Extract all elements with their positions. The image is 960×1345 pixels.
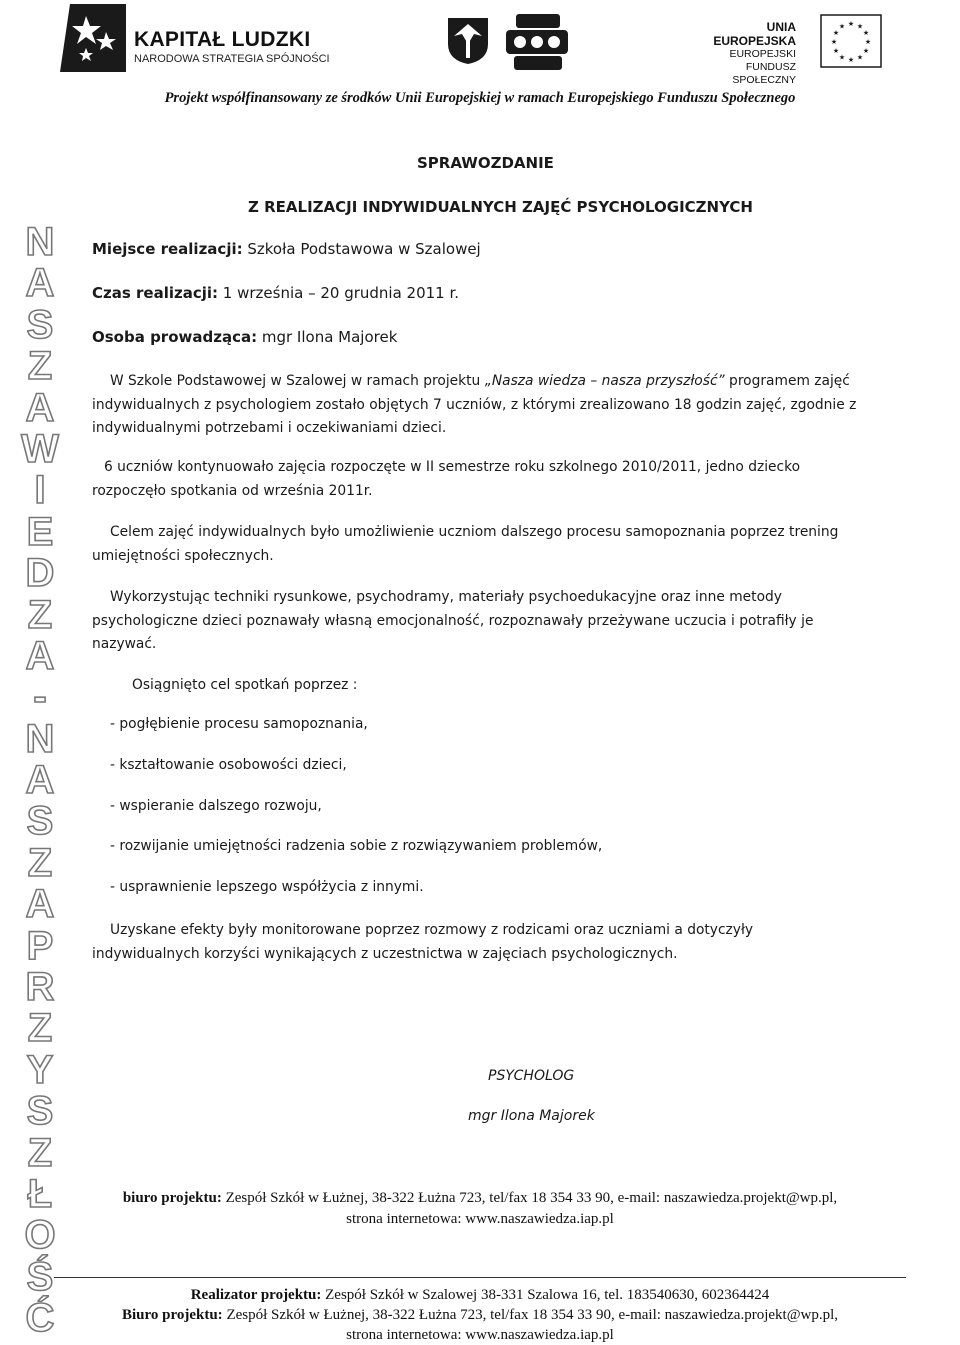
paragraph-results-intro: Osiągnięto cel spotkań poprzez : <box>132 677 358 693</box>
vertical-letter: Z <box>27 1006 53 1051</box>
svg-text:★: ★ <box>847 20 855 28</box>
svg-text:★: ★ <box>856 22 864 31</box>
vertical-letter: N <box>25 220 55 264</box>
report-subtitle: Z REALIZACJI INDYWIDUALNYCH ZAJĘĆ PSYCHOLOGICZNYCH <box>248 198 753 216</box>
vertical-letter: Z <box>27 1130 53 1175</box>
place-line <box>92 240 481 258</box>
vertical-letter: Z <box>27 840 53 885</box>
leader-value: mgr Ilona Majorek <box>257 328 398 346</box>
svg-text:★: ★ <box>838 53 846 62</box>
svg-text:★: ★ <box>862 29 870 37</box>
svg-text:★: ★ <box>832 47 840 55</box>
svg-text:★: ★ <box>856 53 864 62</box>
project-office-info <box>0 1188 960 1230</box>
leader-label: Osoba prowadząca: <box>92 328 258 346</box>
office-website: strona internetowa: www.naszawiedza.iap.pl <box>346 1211 614 1227</box>
time-line <box>92 284 459 302</box>
vertical-letter: Z <box>27 344 53 389</box>
footer-divider <box>54 1277 906 1278</box>
vertical-letter: A <box>25 385 55 430</box>
vertical-letter: R <box>25 965 55 1010</box>
vertical-letter: A <box>25 758 55 803</box>
eu-flag-icon <box>820 14 882 68</box>
list-item: - kształtowanie osobowości dzieci, <box>110 756 347 773</box>
project-name: „Nasza wiedza – nasza przyszłość” <box>484 373 725 389</box>
vertical-letter: A <box>25 882 55 927</box>
office-address: Zespół Szkół w Łużnej, 38-322 Łużna 723, tel/fax 18 354 33 90, e-mail: naszawiedza.projekt@wp.pl, <box>221 1190 838 1206</box>
svg-text:★: ★ <box>838 22 846 31</box>
vertical-letter: S <box>26 799 54 844</box>
paragraph-participants: 6 uczniów kontynuowało zajęcia rozpoczęte w II semestrze roku szkolnego 2010/2011, jedno dziecko rozpoczęło spotkania od września 2011r. <box>92 459 801 499</box>
eu-title: UNIA EUROPEJSKA <box>713 20 796 48</box>
paragraph-goal: Celem zajęć indywidualnych było umożliwienie uczniom dalszego procesu samopoznania poprzez trening umiejętności społecznych. <box>92 524 839 564</box>
kapital-ludzki-logo <box>56 2 128 74</box>
office-label: biuro projektu: <box>122 1190 222 1206</box>
footer-website: strona internetowa: www.naszawiedza.iap.pl <box>346 1327 614 1343</box>
kapital-ludzki-text <box>134 28 330 65</box>
svg-text:★: ★ <box>832 29 840 37</box>
signature-role: PSYCHOLOG <box>488 1068 575 1084</box>
vertical-letter: S <box>26 1089 54 1134</box>
biuro-value: Zespół Szkół w Łużnej, 38-322 Łużna 723, tel/fax 18 354 33 90, e-mail: naszawiedza.projekt@wp.pl, <box>222 1307 839 1323</box>
vertical-letter: A <box>25 633 55 678</box>
paragraph-intro-end: programem zajęć indywidualnych z psychologiem zostało objętych 7 uczniów, z którymi zrealizowano 18 godzin zajęć, zgodnie z indywidualnymi potrzebami i oczekiwaniami dzieci. <box>92 373 857 436</box>
paragraph-intro-start: W Szkole Podstawowej w Szalowej w ramach projektu <box>110 373 485 389</box>
vertical-letter: Ć <box>25 1296 55 1341</box>
vertical-letter: A <box>25 261 55 306</box>
vertical-letter: P <box>26 923 54 968</box>
project-logo <box>502 12 572 72</box>
realizator-label: Realizator projektu: <box>190 1287 322 1303</box>
svg-text:★: ★ <box>830 38 838 46</box>
vertical-letter: I <box>34 468 46 513</box>
cofinance-notice: Projekt współfinansowany ze środków Unii Europejskiej w ramach Europejskiego Funduszu Społecznego <box>164 90 796 106</box>
vertical-letter: Ł <box>27 1171 53 1216</box>
paragraph-methods: Wykorzystując techniki rysunkowe, psychodramy, materiały psychoedukacyjne oraz inne metody psychologiczne dzieci poznawały własną emocjonalność, rozpoznawały przeżywane uczucia i potrafiły je nazywać. <box>92 589 814 652</box>
svg-text:★: ★ <box>847 56 855 64</box>
biuro-label: Biuro projektu: <box>121 1307 223 1323</box>
vertical-letter: - <box>33 675 47 720</box>
vertical-letter: N <box>25 716 55 761</box>
vertical-letter: Y <box>26 1047 54 1092</box>
vertical-letter: W <box>21 426 59 471</box>
school-emblem-logo <box>444 14 492 66</box>
paragraph-intro <box>92 370 862 441</box>
realizator-value: Zespół Szkół w Szalowej 38-331 Szalowa 16, tel. 183540630, 602364424 <box>321 1287 770 1303</box>
office-line-1 <box>0 1188 960 1209</box>
vertical-letter: Ś <box>26 1254 54 1299</box>
page-header <box>0 0 960 84</box>
footer-realizator <box>0 1285 960 1305</box>
vertical-letter: E <box>26 509 54 554</box>
kapital-ludzki-title: KAPITAŁ LUDZKI <box>134 28 311 51</box>
paragraph-effects: Uzyskane efekty były monitorowane poprzez rozmowy z rodzicami oraz uczniami a dotyczyły indywidualnych korzyści wynikających z uczestnictwa w zajęciach psychologicznych. <box>92 922 754 962</box>
page-footer <box>0 1285 960 1345</box>
list-item: - rozwijanie umiejętności radzenia sobie z rozwiązywaniem problemów, <box>110 838 603 855</box>
list-item: - usprawnienie lepszego współżycia z innymi. <box>110 879 424 896</box>
time-label: Czas realizacji: <box>92 284 219 302</box>
results-list <box>110 716 602 920</box>
eu-subtitle-line3: FUNDUSZ SPOŁECZNY <box>732 61 796 86</box>
list-item: - pogłębienie procesu samopoznania, <box>110 716 368 732</box>
kapital-ludzki-subtitle: NARODOWA STRATEGIA SPÓJNOŚCI <box>134 53 330 65</box>
svg-text:★: ★ <box>862 47 870 55</box>
vertical-project-name <box>16 222 64 1340</box>
footer-biuro <box>0 1305 960 1325</box>
time-value: 1 września – 20 grudnia 2011 r. <box>218 284 460 302</box>
list-item: - wspieranie dalszego rozwoju, <box>110 797 322 814</box>
eu-text <box>688 20 796 87</box>
vertical-letter: Z <box>27 592 53 637</box>
svg-text:★: ★ <box>864 38 872 46</box>
eu-subtitle-line2: EUROPEJSKI <box>729 48 796 60</box>
vertical-letter: D <box>25 551 55 596</box>
signature-name: mgr Ilona Majorek <box>468 1108 595 1124</box>
leader-line <box>92 328 397 346</box>
vertical-letter: O <box>24 1213 56 1258</box>
vertical-letter: S <box>26 302 54 347</box>
report-title: SPRAWOZDANIE <box>417 154 554 172</box>
place-value: Szkoła Podstawowa w Szalowej <box>242 240 481 258</box>
place-label: Miejsce realizacji: <box>92 240 243 258</box>
